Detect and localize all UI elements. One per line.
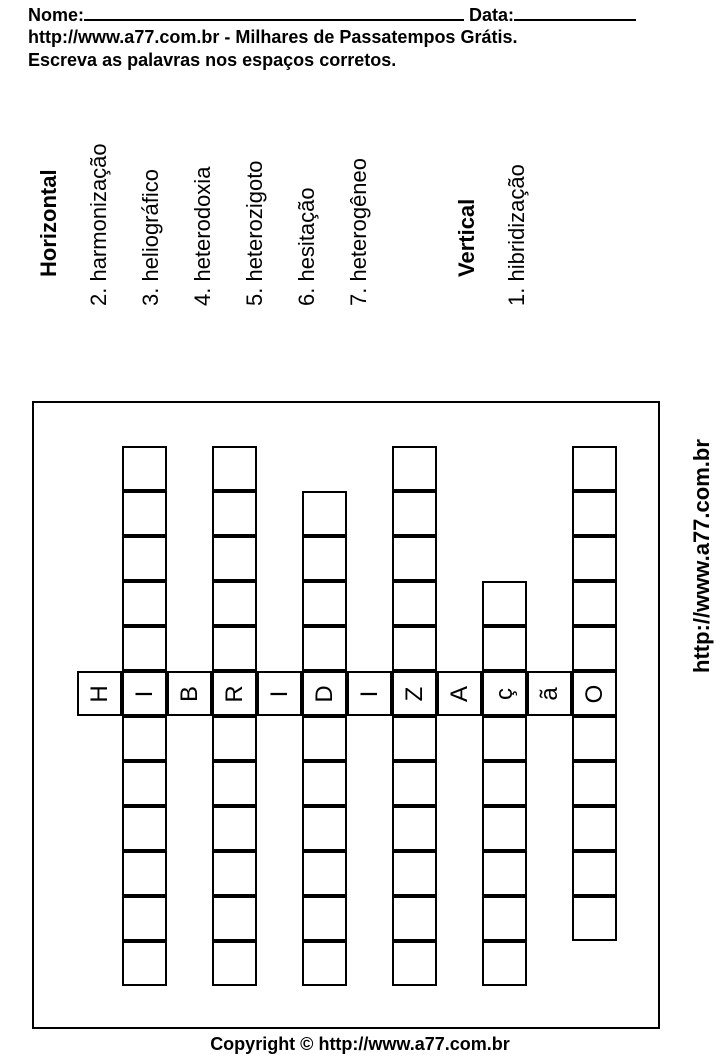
site-line: http://www.a77.com.br - Milhares de Passatempos Grátis. <box>28 27 518 47</box>
horizontal-clue: 6. hesitação <box>294 187 319 306</box>
crossword-cell[interactable] <box>392 806 437 851</box>
crossword-cell[interactable] <box>302 536 347 581</box>
given-letter: A <box>445 685 473 702</box>
given-letter-cell <box>527 671 572 716</box>
given-letter-cell <box>347 671 392 716</box>
crossword-cell[interactable] <box>122 536 167 581</box>
crossword-cell[interactable] <box>482 761 527 806</box>
crossword-cell[interactable] <box>482 806 527 851</box>
date-blank[interactable] <box>514 3 636 21</box>
crossword-cell[interactable] <box>302 626 347 671</box>
crossword-cell[interactable] <box>392 851 437 896</box>
date-label: Data: <box>469 5 515 25</box>
crossword-cell[interactable] <box>482 851 527 896</box>
crossword-cell[interactable] <box>302 581 347 626</box>
horizontal-title: Horizontal <box>36 169 61 277</box>
given-letter: ç <box>490 687 518 700</box>
crossword-cell[interactable] <box>572 716 617 761</box>
crossword-cell[interactable] <box>122 716 167 761</box>
crossword-cell[interactable] <box>572 761 617 806</box>
horizontal-clue: 4. heterodoxia <box>190 166 215 306</box>
given-letter: R <box>220 684 248 703</box>
crossword-cell[interactable] <box>212 536 257 581</box>
crossword-cell[interactable] <box>212 626 257 671</box>
given-letter: I <box>130 690 158 697</box>
crossword-cell[interactable] <box>302 851 347 896</box>
given-letter-cell <box>77 671 122 716</box>
crossword-cell[interactable] <box>122 941 167 986</box>
given-letter-cell <box>122 671 167 716</box>
crossword-cell[interactable] <box>302 761 347 806</box>
horizontal-clue: 7. heterogêneo <box>346 157 371 306</box>
crossword-cell[interactable] <box>302 941 347 986</box>
crossword-cell[interactable] <box>392 941 437 986</box>
given-letter: D <box>310 684 338 703</box>
crossword-cell[interactable] <box>302 491 347 536</box>
crossword-cell[interactable] <box>392 536 437 581</box>
crossword-cell[interactable] <box>572 446 617 491</box>
crossword-cell[interactable] <box>212 446 257 491</box>
given-letter: O <box>580 684 608 703</box>
crossword-cell[interactable] <box>392 761 437 806</box>
crossword-cell[interactable] <box>572 896 617 941</box>
crossword-cell[interactable] <box>392 581 437 626</box>
crossword-cell[interactable] <box>572 806 617 851</box>
given-letter: H <box>85 684 113 703</box>
crossword-cell[interactable] <box>482 581 527 626</box>
crossword-cell[interactable] <box>122 581 167 626</box>
name-label: Nome: <box>28 5 85 25</box>
given-letter: Z <box>400 686 428 701</box>
crossword-cell[interactable] <box>392 716 437 761</box>
crossword-cell[interactable] <box>302 896 347 941</box>
given-letter-cell <box>392 671 437 716</box>
vertical-title: Vertical <box>454 198 479 277</box>
given-letter-cell <box>257 671 302 716</box>
horizontal-clue: 3. heliográfico <box>138 169 163 306</box>
name-blank[interactable] <box>84 3 464 21</box>
crossword-cell[interactable] <box>212 941 257 986</box>
crossword-cell[interactable] <box>302 716 347 761</box>
footer-copyright: Copyright © http://www.a77.com.br <box>210 1034 510 1054</box>
crossword-cell[interactable] <box>392 896 437 941</box>
crossword-cell[interactable] <box>482 896 527 941</box>
given-letter-cell <box>212 671 257 716</box>
given-letter-cell <box>167 671 212 716</box>
crossword-cell[interactable] <box>302 806 347 851</box>
crossword-cell[interactable] <box>122 761 167 806</box>
crossword-cell[interactable] <box>572 626 617 671</box>
given-letter-cell <box>572 671 617 716</box>
crossword-cell[interactable] <box>122 446 167 491</box>
crossword-cell[interactable] <box>482 626 527 671</box>
crossword-cell[interactable] <box>122 896 167 941</box>
crossword-cell[interactable] <box>572 491 617 536</box>
crossword-cell[interactable] <box>572 581 617 626</box>
crossword-cell[interactable] <box>122 851 167 896</box>
given-letter: ã <box>535 686 563 701</box>
given-letter-cell <box>302 671 347 716</box>
given-letter-cell <box>437 671 482 716</box>
crossword-cell[interactable] <box>122 626 167 671</box>
horizontal-clue: 5. heterozigoto <box>242 160 267 306</box>
crossword-cell[interactable] <box>392 491 437 536</box>
crossword-cell[interactable] <box>392 446 437 491</box>
crossword-cell[interactable] <box>572 536 617 581</box>
crossword-cell[interactable] <box>482 941 527 986</box>
crossword-cell[interactable] <box>392 626 437 671</box>
crossword-cell[interactable] <box>572 851 617 896</box>
given-letter-cell <box>482 671 527 716</box>
crossword-cell[interactable] <box>122 491 167 536</box>
name-date-line <box>28 3 636 25</box>
crossword-cell[interactable] <box>212 491 257 536</box>
given-letter: I <box>265 690 293 697</box>
crossword-cell[interactable] <box>122 806 167 851</box>
horizontal-clue: 2. harmonização <box>86 143 111 306</box>
given-letter: B <box>175 685 203 702</box>
instructions: Escreva as palavras nos espaços corretos. <box>28 50 397 70</box>
crossword-cell[interactable] <box>212 581 257 626</box>
crossword-cell[interactable] <box>212 851 257 896</box>
crossword-cell[interactable] <box>212 896 257 941</box>
crossword-cell[interactable] <box>482 716 527 761</box>
side-url: http://www.a77.com.br <box>689 439 714 673</box>
given-letter: I <box>355 690 383 697</box>
vertical-clue: 1. hibridização <box>504 164 529 306</box>
crossword-cell[interactable] <box>212 716 257 761</box>
crossword-cell[interactable] <box>212 806 257 851</box>
crossword-cell[interactable] <box>212 761 257 806</box>
